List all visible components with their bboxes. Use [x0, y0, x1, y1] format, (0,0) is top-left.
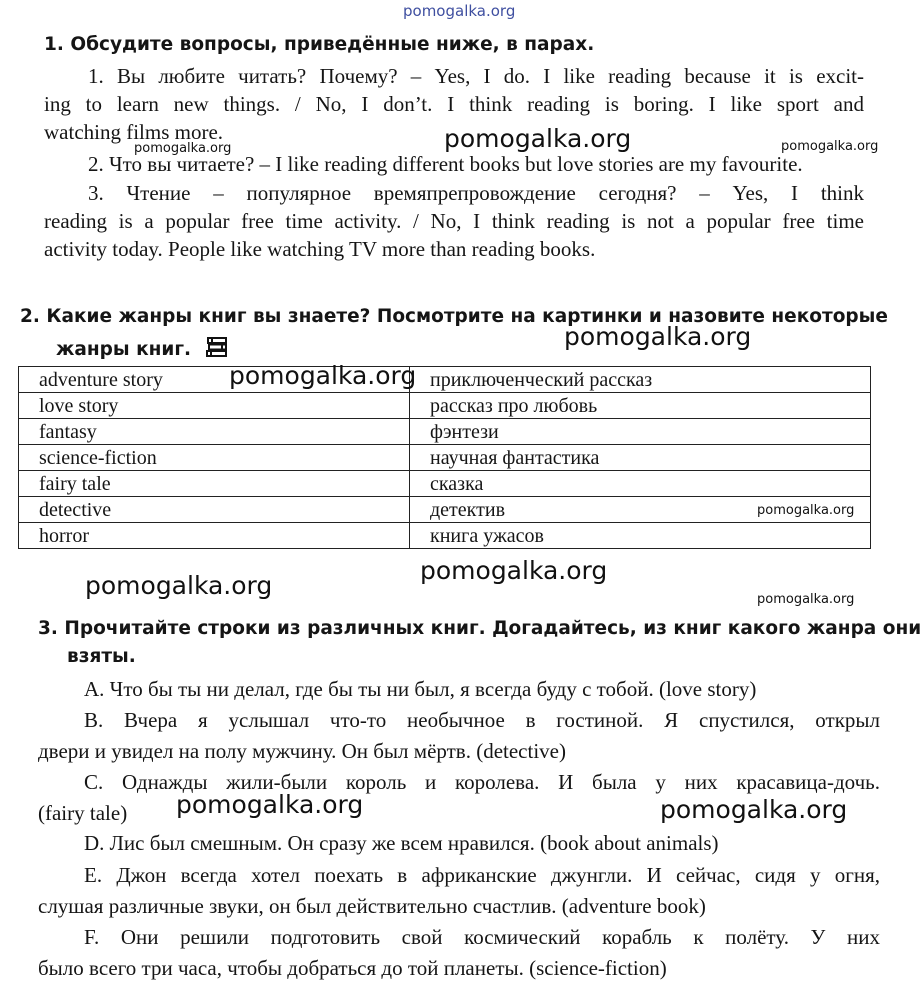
genre-ru: приключенческий рассказ — [410, 367, 871, 393]
watermark-small-2: pomogalka.org — [781, 139, 879, 154]
task1-heading: 1. Обсудите вопросы, приведённые ниже, в парах. — [44, 34, 595, 55]
task1-q3 — [44, 179, 864, 263]
genre-en: fantasy — [19, 419, 410, 445]
task3-b — [38, 706, 880, 765]
task3-f-line: F. Они решили подготовить свой космический корабль к полёту. У них — [84, 925, 880, 949]
table-row — [19, 367, 871, 393]
table-row — [19, 471, 871, 497]
genre-en: detective — [19, 497, 410, 523]
task1-q2: 2. Что вы читаете? – I like reading different books but love stories are my favourite. — [88, 152, 803, 176]
task1-q3-line: activity today. People like watching TV more than reading books. — [44, 237, 596, 261]
watermark-small-1: pomogalka.org — [134, 141, 232, 156]
genre-en: fairy tale — [19, 471, 410, 497]
task3-e-line: слушая различные звуки, он был действительно счастлив. (adventure book) — [38, 894, 706, 918]
table-row — [19, 393, 871, 419]
task1-q1-line: ing to learn new things. / No, I don’t. I think reading is boring. I like sport and — [44, 92, 864, 116]
task2-heading-text: жанры книг. — [56, 339, 192, 360]
task3-e-line: E. Джон всегда хотел поехать в африканские джунгли. И сейчас, сидя у огня, — [84, 863, 880, 887]
watermark-top: pomogalka.org — [403, 2, 516, 20]
genre-en: love story — [19, 393, 410, 419]
genre-ru: научная фантастика — [410, 445, 871, 471]
task2-heading-line2 — [56, 336, 228, 360]
books-icon — [206, 336, 228, 358]
task1-q1-line: 1. Вы любите читать? Почему? – Yes, I do. I like reading because it is excit- — [88, 64, 864, 88]
task3-f-line: было всего три часа, чтобы добраться до той планеты. (science-fiction) — [38, 956, 667, 980]
table-row — [19, 419, 871, 445]
genre-ru: фэнтези — [410, 419, 871, 445]
genre-en: horror — [19, 523, 410, 549]
watermark-3: pomogalka.org — [229, 361, 417, 390]
genres-table — [18, 366, 871, 549]
watermark-4: pomogalka.org — [420, 556, 608, 585]
task3-c-line: (fairy tale) — [38, 801, 128, 825]
table-row — [19, 497, 871, 523]
genre-ru: книга ужасов — [410, 523, 871, 549]
table-row — [19, 523, 871, 549]
watermark-7: pomogalka.org — [660, 795, 848, 824]
table-row — [19, 445, 871, 471]
genre-ru: детектив — [410, 497, 871, 523]
task3-f — [38, 923, 880, 982]
genre-ru: рассказ про любовь — [410, 393, 871, 419]
task1-q3-line: 3. Чтение – популярное времяпрепровождение сегодня? – Yes, I think — [88, 181, 864, 205]
watermark-small-4: pomogalka.org — [757, 592, 855, 607]
watermark-1: pomogalka.org — [444, 124, 632, 153]
task3-e — [38, 861, 880, 920]
genre-en: adventure story — [19, 367, 410, 393]
task3-a: A. Что бы ты ни делал, где бы ты ни был, я всегда буду с тобой. (love story) — [84, 677, 757, 701]
watermark-small-3: pomogalka.org — [757, 503, 855, 518]
genre-en: science-fiction — [19, 445, 410, 471]
genre-ru: сказка — [410, 471, 871, 497]
task3-c-line: C. Однажды жили-были король и королева. И была у них красавица-дочь. — [84, 770, 880, 794]
watermark-6: pomogalka.org — [176, 790, 364, 819]
task3-b-line: B. Вчера я услышал что-то необычное в гостиной. Я спустился, открыл — [84, 708, 880, 732]
task3-b-line: двери и увидел на полу мужчину. Он был мёртв. (detective) — [38, 739, 566, 763]
task1-q1-line: watching films more. — [44, 120, 224, 144]
watermark-2: pomogalka.org — [564, 322, 752, 351]
task1-q3-line: reading is a popular free time activity. / No, I think reading is not a popular free time — [44, 209, 864, 233]
watermark-5: pomogalka.org — [85, 571, 273, 600]
task2-heading-line1: 2. Какие жанры книг вы знаете? Посмотрите на картинки и назовите некоторые — [20, 306, 888, 327]
task3-heading-line2: взяты. — [67, 646, 136, 667]
task3-heading-line1: 3. Прочитайте строки из различных книг. Догадайтесь, из книг какого жанра они — [38, 618, 921, 639]
task3-d: D. Лис был смешным. Он сразу же всем нравился. (book about animals) — [84, 831, 719, 855]
